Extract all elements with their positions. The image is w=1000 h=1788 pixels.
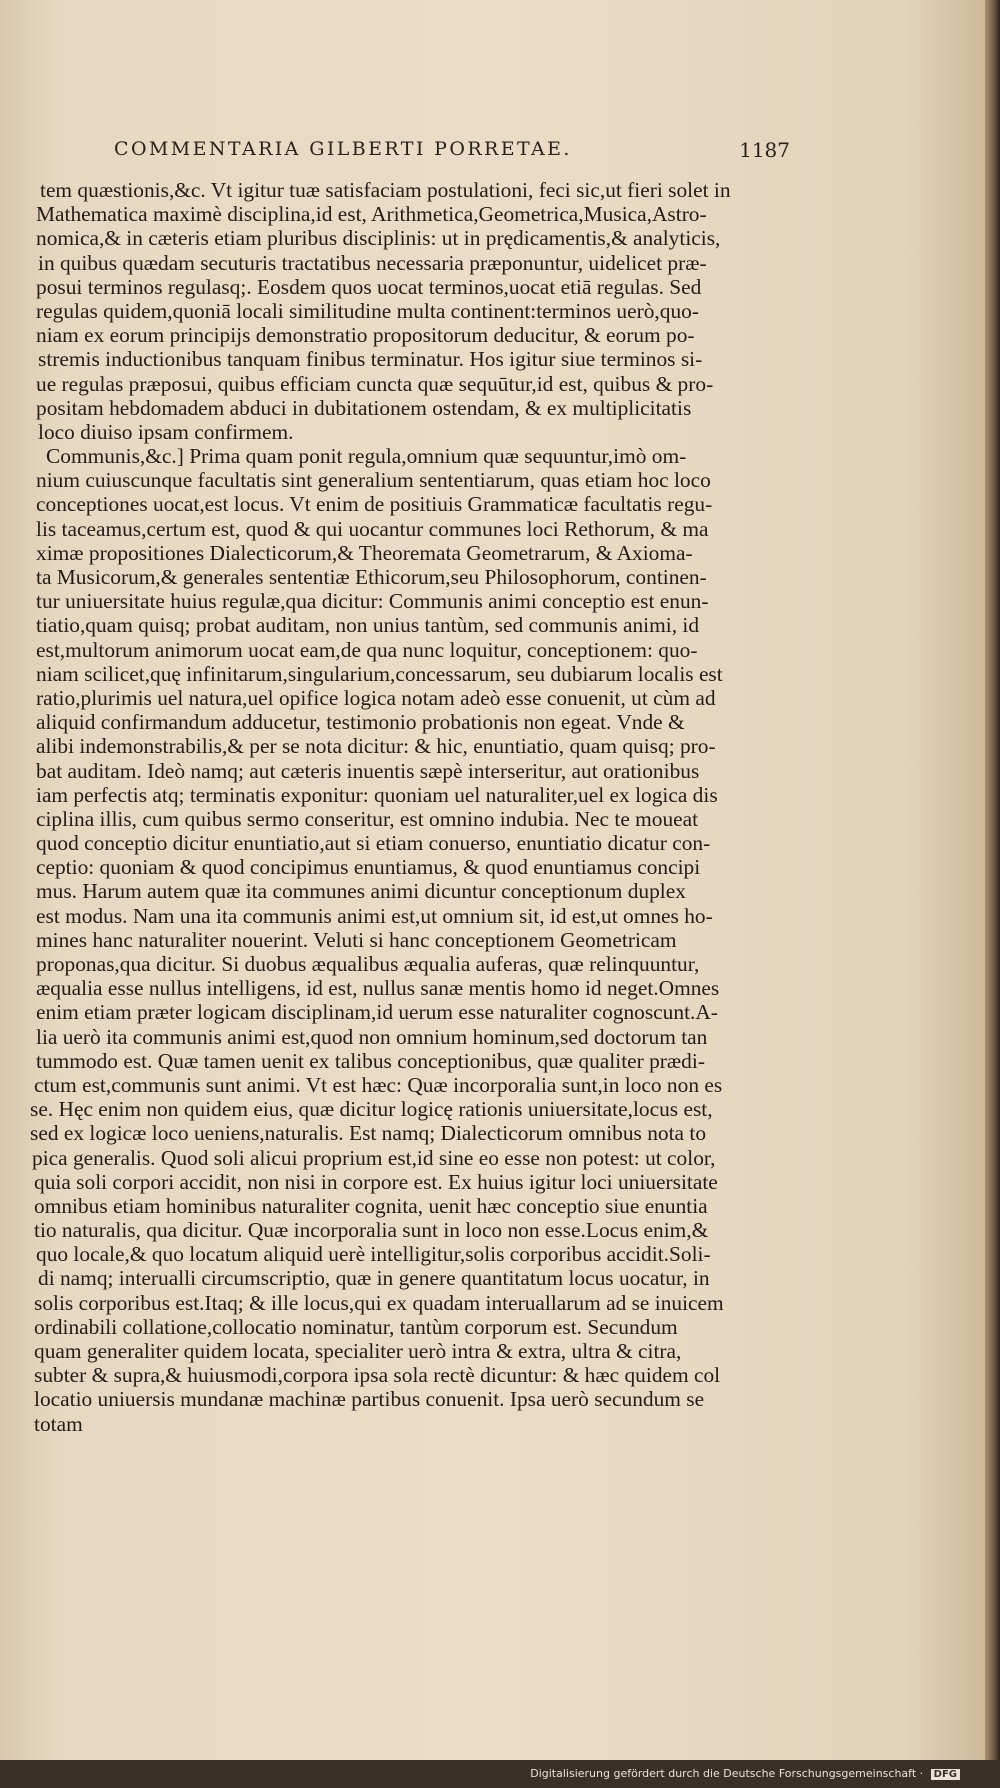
text-line: omnibus etiam hominibus naturaliter cognita, uenit hæc conceptio siue enuntia bbox=[34, 1193, 708, 1218]
text-line: ciplina illis, cum quibus sermo conseritur, est omnino indubia. Nec te moueat bbox=[36, 806, 699, 831]
text-line: tummodo est. Quæ tamen uenit ex talibus conceptionibus, quæ qualiter prædi- bbox=[36, 1048, 705, 1073]
text-line: ue regulas præposui, quibus efficiam cuncta quæ sequūtur,id est, quibus & pro- bbox=[36, 371, 714, 396]
page-number: 1187 bbox=[739, 138, 790, 162]
text-line: alibi indemonstrabilis,& per se nota dicitur: & hic, enuntiatio, quam quisq; pro- bbox=[36, 734, 716, 759]
text-line: bat auditam. Ideò namq; aut cæteris inuentis sæpè interseritur, aut orationibus bbox=[36, 758, 700, 783]
text-line: tio naturalis, qua dicitur. Quæ incorporalia sunt in loco non esse.Locus enim,& bbox=[34, 1218, 709, 1243]
text-line: ordinabili collatione,collocatio nominatur, tantùm corporum est. Secundum bbox=[34, 1314, 678, 1339]
text-line: ceptio: quoniam & quod concipimus enuntiamus, & quod enuntiamus concipi bbox=[36, 855, 701, 880]
text-line: niam scilicet,quę infinitarum,singularium,concessarum, seu dubiarum localis est bbox=[36, 661, 723, 686]
text-line: positam hebdomadem abduci in dubitationem ostendam, & ex multiplicitatis bbox=[36, 395, 692, 420]
text-line: enim etiam præter logicam disciplinam,id uerum esse naturaliter cognoscunt.A- bbox=[36, 1000, 718, 1025]
text-line: ta Musicorum,& generales sententiæ Ethicorum,seu Philosophorum, continen- bbox=[36, 565, 707, 589]
text-line: in quibus quædam secuturis tractatibus necessaria præponuntur, uidelicet præ- bbox=[38, 250, 707, 275]
text-line: ctum est,communis sunt animi. Vt est hæc: Quæ incorporalia sunt,in loco non es bbox=[34, 1072, 723, 1097]
text-line: nomica,& in cæteris etiam pluribus disciplinis: ut in prędicamentis,& analyticis, bbox=[36, 226, 721, 251]
text-block bbox=[24, 178, 794, 1436]
text-line: quia soli corpori accidit, non nisi in corpore est. Ex huius igitur loci uniuersitate bbox=[34, 1169, 718, 1194]
text-line: mines hanc naturaliter nouerint. Veluti si hanc conceptionem Geometricam bbox=[36, 927, 677, 952]
text-line: subter & supra,& huiusmodi,corpora ipsa sola rectè dicuntur: & hæc quidem col bbox=[34, 1363, 721, 1388]
text-line: tiatio,quam quisq; probat auditam, non unius tantùm, sed communis animi, id bbox=[36, 613, 700, 638]
running-title: COMMENTARIA GILBERTI PORRETAE. bbox=[114, 138, 572, 160]
text-line: tem quæstionis,&c. Vt igitur tuæ satisfaciam postulationi, feci sic,ut fieri solet in bbox=[40, 178, 731, 202]
text-line: niam ex eorum principijs demonstratio propositorum deducitur, & eorum po- bbox=[36, 323, 695, 348]
text-line: lia uerò ita communis animi est,quod non omnium hominum,sed doctorum tan bbox=[36, 1024, 708, 1049]
text-line: aliquid confirmandum adducetur, testimonio probationis non egeat. Vnde & bbox=[36, 710, 685, 735]
text-line: nium cuiuscunque facultatis sint generalium sententiarum, quas etiam hoc loco bbox=[36, 468, 711, 493]
text-line: mus. Harum autem quæ ita communes animi dicuntur conceptionum duplex bbox=[36, 879, 686, 904]
text-line: locatio uniuersis mundanæ machinæ partibus conuenit. Ipsa uerò secundum se bbox=[34, 1387, 705, 1412]
text-line: totam bbox=[34, 1411, 83, 1436]
text-line: quo locale,& quo locatum aliquid uerè intelligitur,solis corporibus accidit.Soli- bbox=[36, 1242, 711, 1267]
text-line: est,multorum animorum uocat eam,de qua nunc loquitur, conceptionem: quo- bbox=[36, 637, 698, 662]
footer-credit bbox=[530, 1767, 960, 1780]
text-line: stremis inductionibus tanquam finibus terminatur. Hos igitur siue terminos si- bbox=[38, 347, 703, 372]
text-line: ximæ propositiones Dialecticorum,& Theoremata Geometrarum, & Axioma- bbox=[36, 540, 693, 565]
text-line: quam generaliter quidem locata, specialiter uerò intra & extra, ultra & citra, bbox=[34, 1339, 682, 1363]
text-line: conceptiones uocat,est locus. Vt enim de positiuis Grammaticæ facultatis regu- bbox=[36, 492, 713, 517]
text-line: est modus. Nam una ita communis animi est,ut omnium sit, id est,ut omnes ho- bbox=[36, 903, 713, 928]
text-line: se. Hęc enim non quidem eius, quæ dicitur logicę rationis uniuersitate,locus est, bbox=[30, 1097, 713, 1122]
text-line: ratio,plurimis uel natura,uel opifice logica notam adeò esse conuenit, ut cùm ad bbox=[36, 685, 716, 710]
text-line: iam perfectis atq; terminatis exponitur: quoniam uel naturaliter,uel ex logica dis bbox=[36, 782, 718, 807]
text-line: regulas quidem,quoniā locali similitudine multa continent:terminos uerò,quo- bbox=[36, 298, 699, 323]
text-line: Communis,&c.] Prima quam ponit regula,omnium quæ sequuntur,imò om- bbox=[46, 444, 687, 469]
text-line: tur uniuersitate huius regulæ,qua dicitur: Communis animi conceptio est enun- bbox=[36, 589, 709, 614]
dfg-logo: DFG bbox=[931, 1769, 960, 1780]
page-edge bbox=[985, 0, 1000, 1760]
text-line: posui terminos regulasq;. Eosdem quos uocat terminos,uocat etiā regulas. Sed bbox=[36, 274, 702, 299]
running-head bbox=[114, 138, 790, 166]
text-line: pica generalis. Quod soli alicui proprium est,id sine eo esse non potest: ut color, bbox=[32, 1145, 716, 1170]
text-line: sed ex logicæ loco ueniens,naturalis. Est namq; Dialecticorum omnibus nota to bbox=[30, 1121, 707, 1146]
text-line: quod conceptio dicitur enuntiatio,aut si etiam conuerso, enuntiatio dicatur con- bbox=[36, 831, 711, 856]
text-line: æqualia esse nullus intelligens, id est, nullus sanæ mentis homo id neget.Omnes bbox=[36, 976, 720, 1001]
text-line: di namq; interualli circumscriptio, quæ in genere quantitatum locus uocatur, in bbox=[38, 1266, 710, 1291]
text-line: lis taceamus,certum est, quod & qui uocantur communes loci Rethorum, & ma bbox=[36, 516, 709, 541]
text-line: loco diuiso ipsam confirmem. bbox=[38, 419, 294, 444]
text-line: Mathematica maximè disciplina,id est, Arithmetica,Geometrica,Musica,Astro- bbox=[36, 202, 707, 227]
text-line: proponas,qua dicitur. Si duobus æqualibus æqualia auferas, quæ relinquuntur, bbox=[36, 952, 700, 976]
digitization-credit: Digitalisierung gefördert durch die Deutsche Forschungsgemeinschaft · bbox=[530, 1767, 924, 1780]
text-line: solis corporibus est.Itaq; & ille locus,qui ex quadam interuallarum ad se inuicem bbox=[34, 1290, 724, 1315]
